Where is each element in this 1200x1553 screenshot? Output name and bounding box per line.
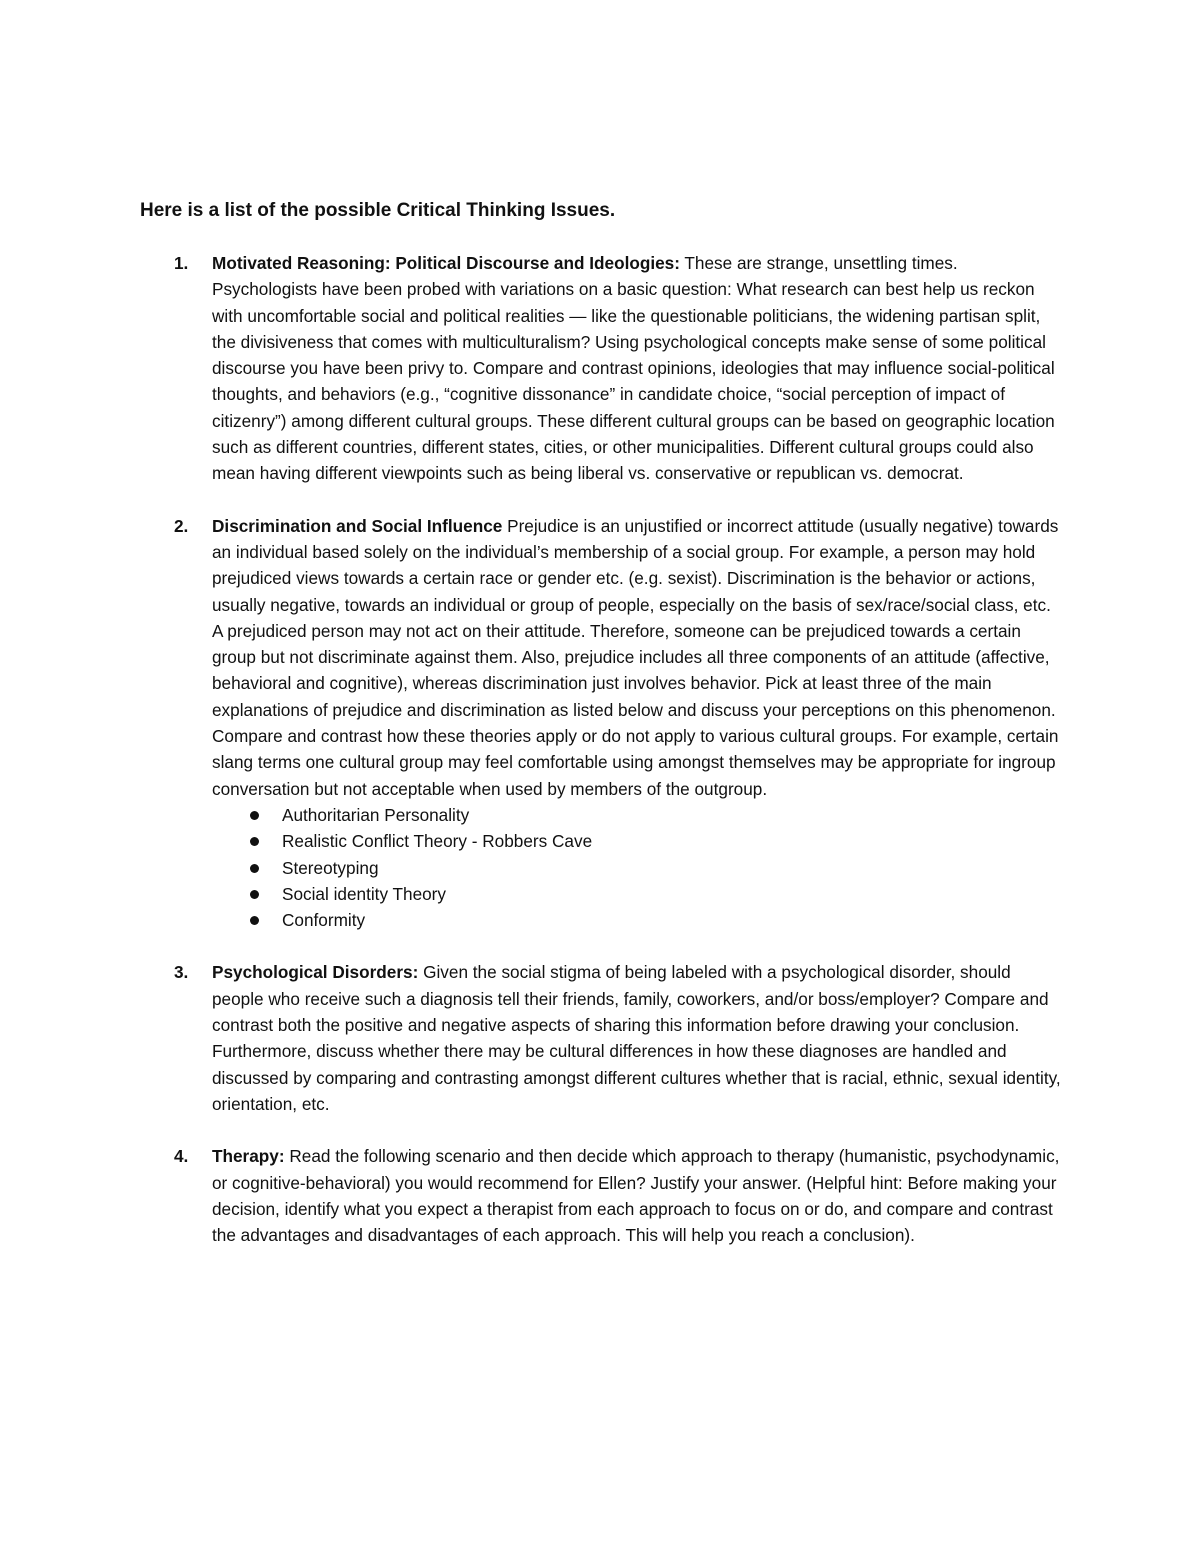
issue-body: Read the following scenario and then decide which approach to therapy (humanistic, psychodynamic, or cognitive-behavioral) you would recommend for Ellen? Justify your answer. (Helpful hint: Before making your decision, identify what you expect a therapist from each approach to focus on or do, and compare and contrast the advantages and disadvantages of each approach. This will help you reach a conclusion). [212, 1146, 1060, 1246]
bullet-item [212, 881, 1065, 907]
bullet-text: Social identity Theory [282, 883, 447, 904]
bullet-text: Authoritarian Personality [282, 804, 470, 825]
document-heading: Here is a list of the possible Critical Thinking Issues. [140, 200, 616, 221]
issue-number: 3. [174, 962, 189, 983]
bullet-dot-icon [250, 890, 259, 899]
issue-item-1 [0, 250, 1200, 487]
bullet-text: Realistic Conflict Theory - Robbers Cave [282, 831, 593, 852]
bullet-text: Conformity [282, 910, 366, 931]
bullet-dot-icon [250, 864, 259, 873]
issue-number: 4. [174, 1146, 189, 1167]
issue-body: These are strange, unsettling times. Psychologists have been probed with variations on a basic question: What research can best help us reckon with uncomfortable social and political realities — like the questionable politicians, the widening partisan split, the divisiveness that comes with multiculturalism? Using psychological concepts make sense of some political discourse you have been privy to. Compare and contrast opinions, ideologies that may influence social-political thoughts, and behaviors (e.g., “cognitive dissonance” in candidate choice, “social perception of impact of citizenry”) among different cultural groups. These different cultural groups can be based on geographic location such as different countries, different states, cities, or other municipalities. Different cultural groups could also mean having different viewpoints such as being liberal vs. conservative or republican vs. democrat. [212, 253, 1055, 484]
bullet-item [212, 907, 1065, 933]
issue-number: 2. [174, 515, 189, 536]
issue-title: Motivated Reasoning: Political Discourse and Ideologies: [212, 253, 680, 273]
issues-list [0, 250, 1200, 1274]
bullet-item [212, 802, 1065, 828]
issue-title: Psychological Disorders: [212, 962, 419, 983]
theory-bullet-list [212, 802, 1065, 933]
issue-item-2 [0, 513, 1200, 934]
bullet-item [212, 855, 1065, 881]
bullet-dot-icon [250, 916, 259, 925]
issue-item-3 [0, 959, 1200, 1117]
bullet-text: Stereotyping [282, 857, 379, 878]
bullet-dot-icon [250, 837, 259, 846]
issue-number: 1. [174, 253, 189, 273]
issue-title: Discrimination and Social Influence [212, 515, 503, 536]
issue-title: Therapy: [212, 1146, 285, 1167]
issue-body: Given the social stigma of being labeled with a psychological disorder, should people who receive such a diagnosis tell their friends, family, coworkers, and/or boss/employer? Compare and contrast both the positive and negative aspects of sharing this information before drawing your conclusion. Furthermore, discuss whether there may be cultural differences in how these diagnoses are handled and discussed by comparing and contrasting amongst different cultures whether that is racial, ethnic, sexual identity, orientation, etc. [212, 962, 1061, 1114]
bullet-dot-icon [250, 811, 259, 820]
issue-item-4 [0, 1143, 1200, 1248]
issue-body: Prejudice is an unjustified or incorrect attitude (usually negative) towards an individual based solely on the individual’s membership of a social group. For example, a person may hold prejudiced views towards a certain race or gender etc. (e.g. sexist). Discrimination is the behavior or actions, usually negative, towards an individual or group of people, especially on the basis of sex/race/social class, etc. A prejudiced person may not act on their attitude. Therefore, someone can be prejudiced towards a certain group but not discriminate against them. Also, prejudice includes all three components of an attitude (affective, behavioral and cognitive), whereas discrimination just involves behavior. Pick at least three of the main explanations of prejudice and discrimination as listed below and discuss your perceptions on this phenomenon. Compare and contrast how these theories apply or do not apply to various cultural groups. For example, certain slang terms one cultural group may feel comfortable using amongst themselves may be appropriate for ingroup conversation but not acceptable when used by members of the outgroup. [212, 515, 1059, 799]
bullet-item [212, 828, 1065, 854]
